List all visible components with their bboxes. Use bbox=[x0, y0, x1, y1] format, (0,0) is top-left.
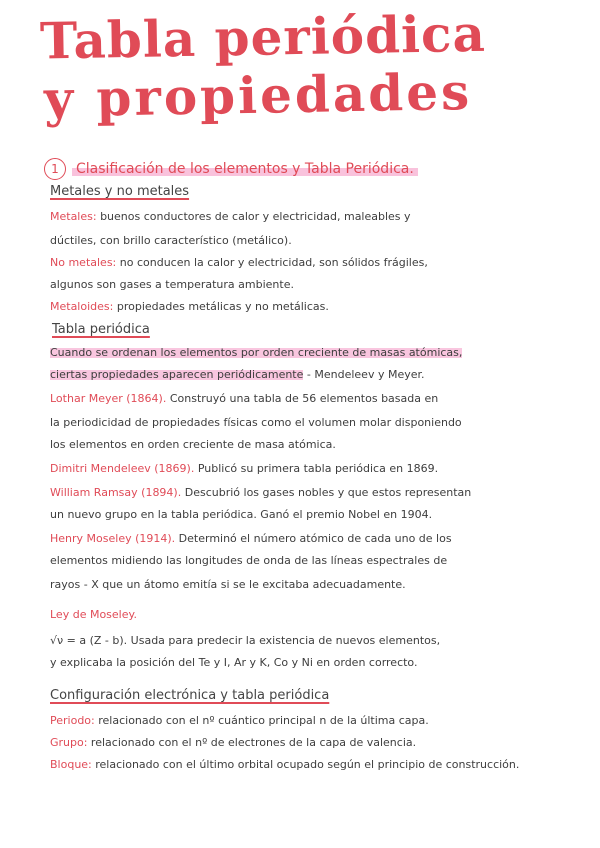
title-line-1: Tabla periódica bbox=[39, 3, 487, 71]
text-line: dúctiles, con brillo característico (metálico). bbox=[50, 234, 292, 247]
text-line: algunos son gases a temperatura ambiente. bbox=[50, 278, 294, 291]
text-line: Bloque: relacionado con el último orbital ocupado según el principio de construcción. bbox=[50, 758, 520, 771]
text-line: Metales: buenos conductores de calor y electricidad, maleables y bbox=[50, 210, 411, 223]
text-line: Cuando se ordenan los elementos por orden creciente de masas atómicas, bbox=[50, 346, 463, 359]
text-line: Metaloides: propiedades metálicas y no metálicas. bbox=[50, 300, 329, 313]
text-line: la periodicidad de propiedades físicas como el volumen molar disponiendo bbox=[50, 416, 462, 429]
text-line: No metales: no conducen la calor y electricidad, son sólidos frágiles, bbox=[50, 256, 428, 269]
text-line: Lothar Meyer (1864). Construyó una tabla de 56 elementos basada en bbox=[50, 392, 439, 405]
text-line: un nuevo grupo en la tabla periódica. Ganó el premio Nobel en 1904. bbox=[50, 508, 433, 521]
heading-metales: Metales y no metales bbox=[50, 184, 190, 199]
heading-tabla: Tabla periódica bbox=[52, 322, 150, 337]
section-number: 1 bbox=[44, 158, 66, 180]
text-line: √ν = a (Z - b). Usada para predecir la existencia de nuevos elementos, bbox=[50, 634, 441, 647]
text-line: Dimitri Mendeleev (1869). Publicó su primera tabla periódica en 1869. bbox=[50, 462, 439, 475]
page-title bbox=[39, 3, 560, 129]
text-line: ciertas propiedades aparecen periódicamente - Mendeleev y Meyer. bbox=[50, 368, 425, 381]
text-line: los elementos en orden creciente de masa atómica. bbox=[50, 438, 336, 451]
text-line: elementos midiendo las longitudes de onda de las líneas espectrales de bbox=[50, 554, 448, 567]
text-line: Henry Moseley (1914). Determinó el número atómico de cada uno de los bbox=[50, 532, 452, 545]
text-line: Grupo: relacionado con el nº de electrones de la capa de valencia. bbox=[50, 736, 417, 749]
title-line-2: y propiedades bbox=[43, 61, 473, 129]
heading-moseley: Ley de Moseley. bbox=[50, 608, 137, 621]
text-line: rayos - X que un átomo emitía si se le excitaba adecuadamente. bbox=[50, 578, 406, 591]
heading-config: Configuración electrónica y tabla periódica bbox=[50, 688, 330, 703]
text-line: William Ramsay (1894). Descubrió los gases nobles y que estos representan bbox=[50, 486, 472, 499]
text-line: y explicaba la posición del Te y I, Ar y K, Co y Ni en orden correcto. bbox=[50, 656, 418, 669]
text-line: Periodo: relacionado con el nº cuántico principal n de la última capa. bbox=[50, 714, 429, 727]
section-title: Clasificación de los elementos y Tabla Periódica. bbox=[72, 161, 418, 177]
section-1-heading bbox=[44, 158, 418, 180]
